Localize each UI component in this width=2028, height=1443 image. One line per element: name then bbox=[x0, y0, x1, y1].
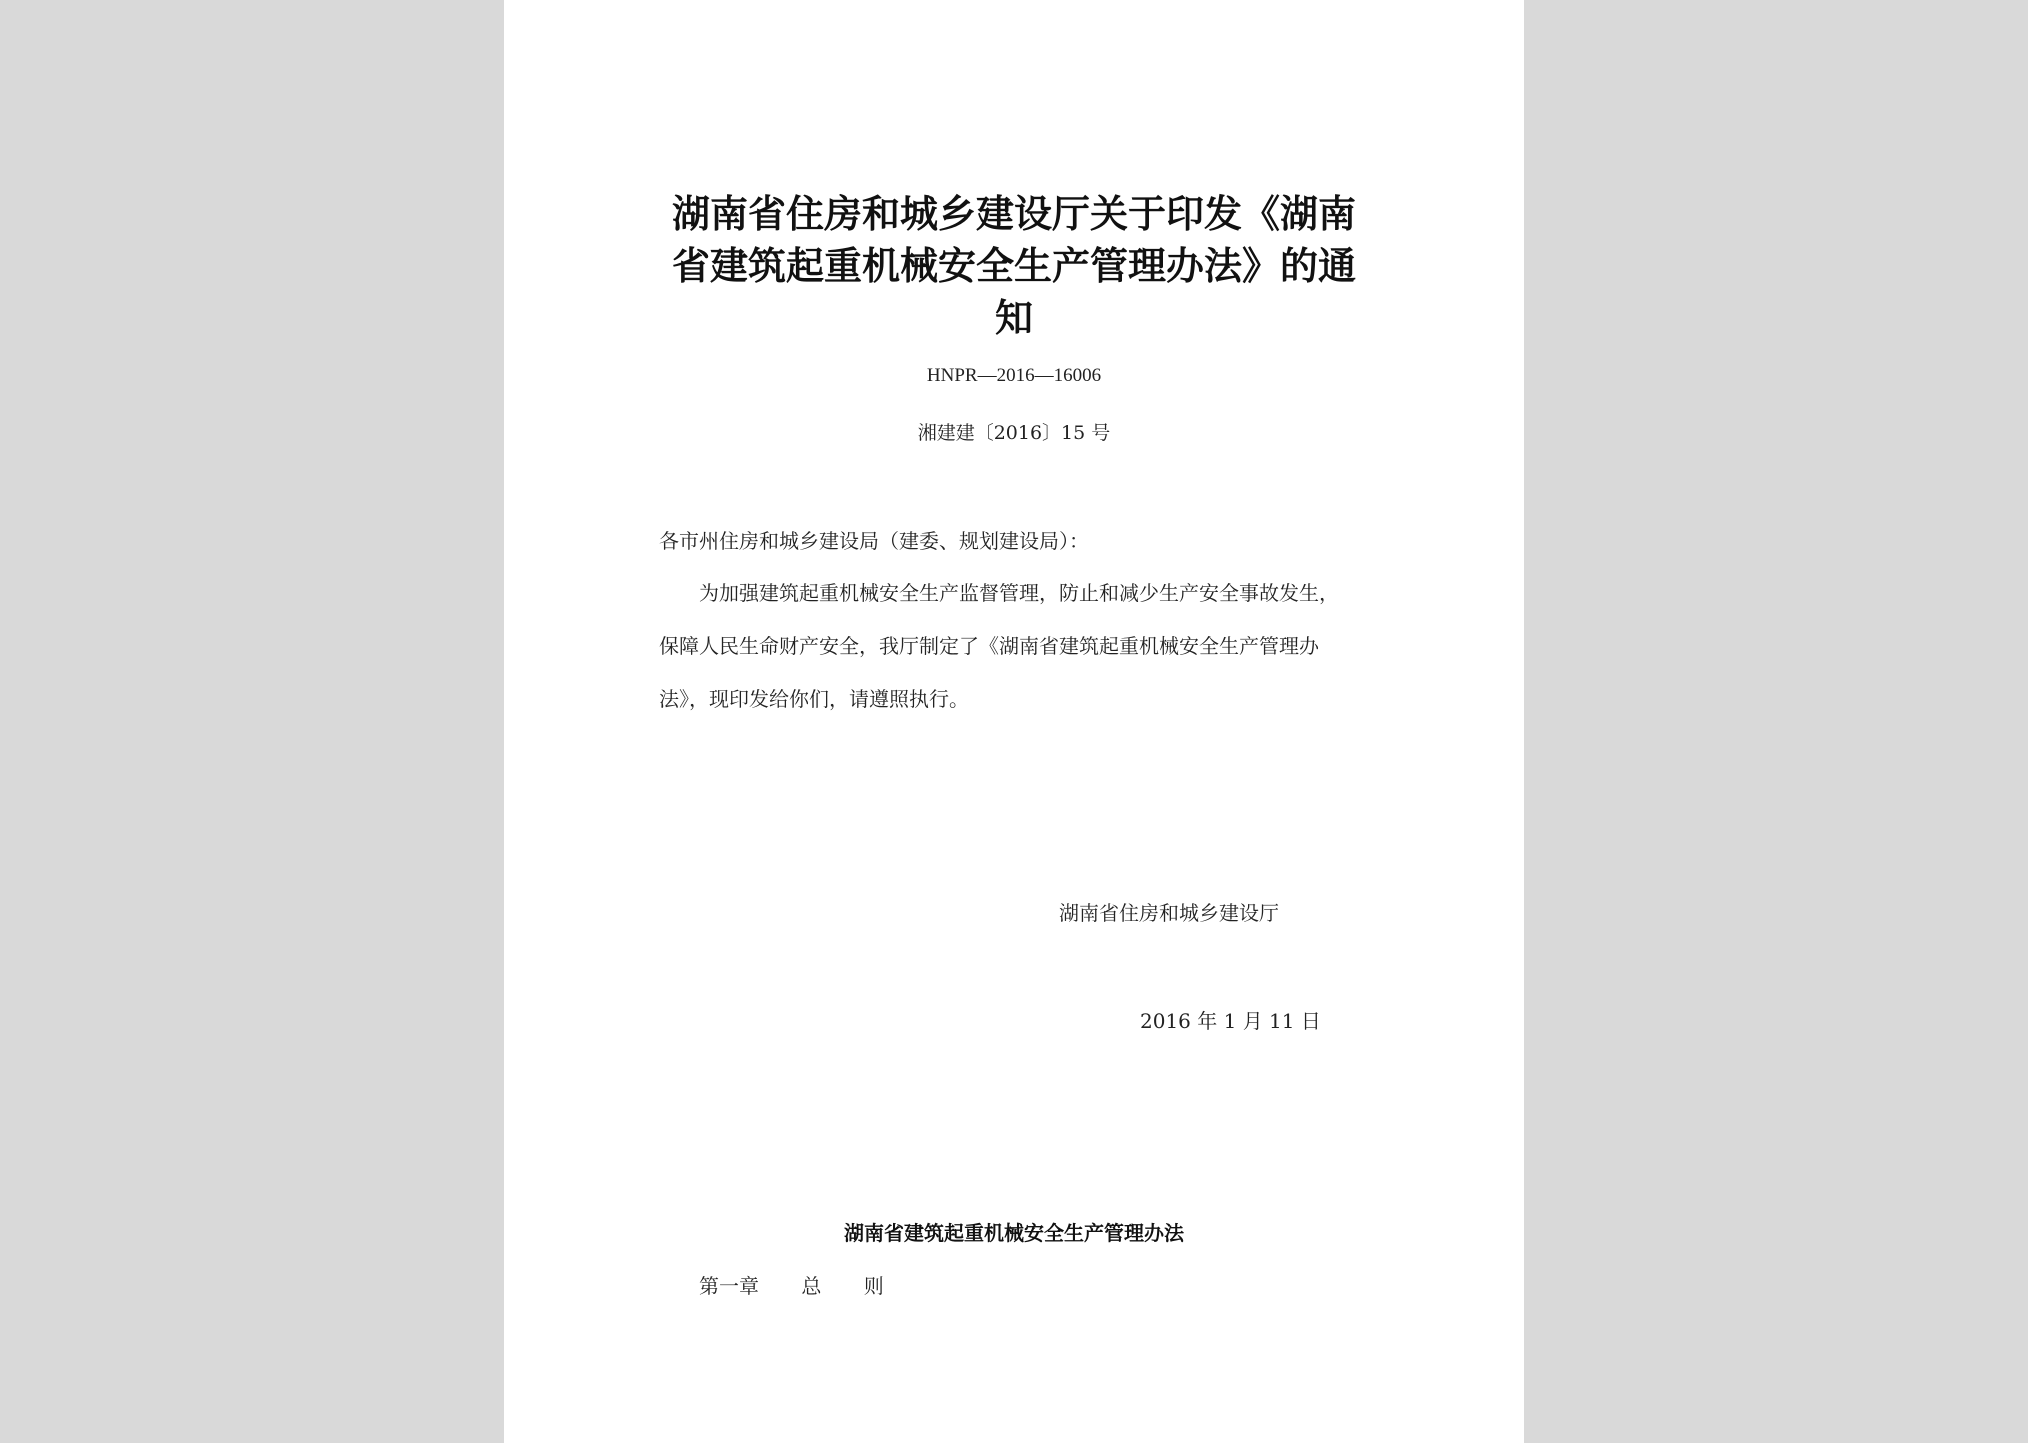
document-number: 湘建建〔2016〕15 号 bbox=[917, 422, 1111, 444]
body-line: 为加强建筑起重机械安全生产监督管理，防止和减少生产安全事故发生， bbox=[699, 581, 1339, 605]
measures-title: 湖南省建筑起重机械安全生产管理办法 bbox=[844, 1221, 1184, 1245]
issue-date: 2016 年 1 月 11 日 bbox=[1140, 1009, 1321, 1033]
chapter-number: 第一章 bbox=[699, 1274, 759, 1298]
document-title: 湖南省住房和城乡建设厅关于印发《湖南省建筑起重机械安全生产管理办法》的通知 bbox=[671, 191, 1356, 340]
document-code: HNPR—2016—16006 bbox=[926, 365, 1102, 386]
chapter-heading bbox=[699, 1270, 920, 1299]
document-page bbox=[504, 0, 1524, 1443]
chapter-name-part: 则 bbox=[863, 1274, 884, 1298]
issuer-signature: 湖南省住房和城乡建设厅 bbox=[1059, 901, 1279, 925]
chapter-name-part: 总 bbox=[801, 1274, 822, 1298]
body-line: 保障人民生命财产安全，我厅制定了《湖南省建筑起重机械安全生产管理办 bbox=[659, 634, 1319, 658]
addressee: 各市州住房和城乡建设局（建委、规划建设局）： bbox=[659, 529, 1089, 553]
body-line: 法》，现印发给你们，请遵照执行。 bbox=[659, 687, 969, 711]
